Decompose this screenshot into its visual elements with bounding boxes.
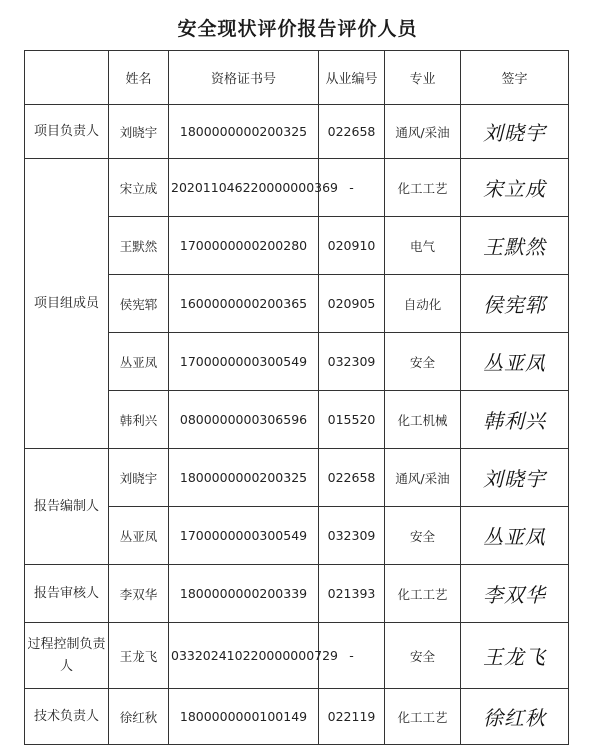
role-report-writers: 报告编制人 [25,449,109,565]
header-cert: 资格证书号 [169,51,319,105]
cert-number: 1700000000300549 [169,507,319,565]
role-reviewer: 报告审核人 [25,565,109,623]
cert-number: 1800000000200339 [169,565,319,623]
cert-number: 1600000000200365 [169,275,319,333]
signature: 王龙飞 [461,623,569,689]
personnel-table [24,50,569,745]
role-tech-lead: 技术负责人 [25,689,109,745]
signature: 宋立成 [461,159,569,217]
reg-number: - [319,159,385,217]
reg-number: - [319,623,385,689]
table-row [25,565,569,623]
header-role [25,51,109,105]
cert-number: 1700000000300549 [169,333,319,391]
signature: 刘晓宇 [461,449,569,507]
signature: 丛亚凤 [461,507,569,565]
header-reg: 从业编号 [319,51,385,105]
person-name: 丛亚凤 [109,507,169,565]
table-row [25,159,569,217]
person-name: 刘晓宇 [109,449,169,507]
reg-number: 020910 [319,217,385,275]
role-process-control: 过程控制负责人 [25,623,109,689]
page-title: 安全现状评价报告评价人员 [177,18,418,40]
header-name: 姓名 [109,51,169,105]
cert-number: 033202410220000000729 [169,623,319,689]
major: 电气 [385,217,461,275]
header-major: 专业 [385,51,461,105]
cert-number: 0800000000306596 [169,391,319,449]
person-name: 侯宪郓 [109,275,169,333]
table-row [25,623,569,689]
role-team-members: 项目组成员 [25,159,109,449]
cert-number: 202011046220000000369 [169,159,319,217]
major: 化工工艺 [385,159,461,217]
table-row [25,689,569,745]
reg-number: 032309 [319,507,385,565]
reg-number: 032309 [319,333,385,391]
reg-number: 021393 [319,565,385,623]
signature: 徐红秋 [461,689,569,745]
person-name: 丛亚凤 [109,333,169,391]
header-row [25,51,569,105]
cert-number: 1800000000100149 [169,689,319,745]
major: 化工工艺 [385,689,461,745]
signature: 王默然 [461,217,569,275]
person-name: 刘晓宇 [109,105,169,159]
signature: 刘晓宇 [461,105,569,159]
reg-number: 020905 [319,275,385,333]
header-sign: 签字 [461,51,569,105]
role-project-leader: 项目负责人 [25,105,109,159]
reg-number: 015520 [319,391,385,449]
person-name: 宋立成 [109,159,169,217]
signature: 李双华 [461,565,569,623]
person-name: 李双华 [109,565,169,623]
signature: 韩利兴 [461,391,569,449]
reg-number: 022658 [319,105,385,159]
person-name: 王默然 [109,217,169,275]
reg-number: 022658 [319,449,385,507]
person-name: 徐红秋 [109,689,169,745]
major: 通风/采油 [385,105,461,159]
reg-number: 022119 [319,689,385,745]
major: 化工机械 [385,391,461,449]
major: 安全 [385,333,461,391]
major: 安全 [385,623,461,689]
signature: 丛亚凤 [461,333,569,391]
table-row [25,105,569,159]
cert-number: 1800000000200325 [169,449,319,507]
table-row [25,449,569,507]
major: 自动化 [385,275,461,333]
signature: 侯宪郓 [461,275,569,333]
person-name: 韩利兴 [109,391,169,449]
major: 通风/采油 [385,449,461,507]
major: 化工工艺 [385,565,461,623]
cert-number: 1700000000200280 [169,217,319,275]
major: 安全 [385,507,461,565]
cert-number: 1800000000200325 [169,105,319,159]
person-name: 王龙飞 [109,623,169,689]
